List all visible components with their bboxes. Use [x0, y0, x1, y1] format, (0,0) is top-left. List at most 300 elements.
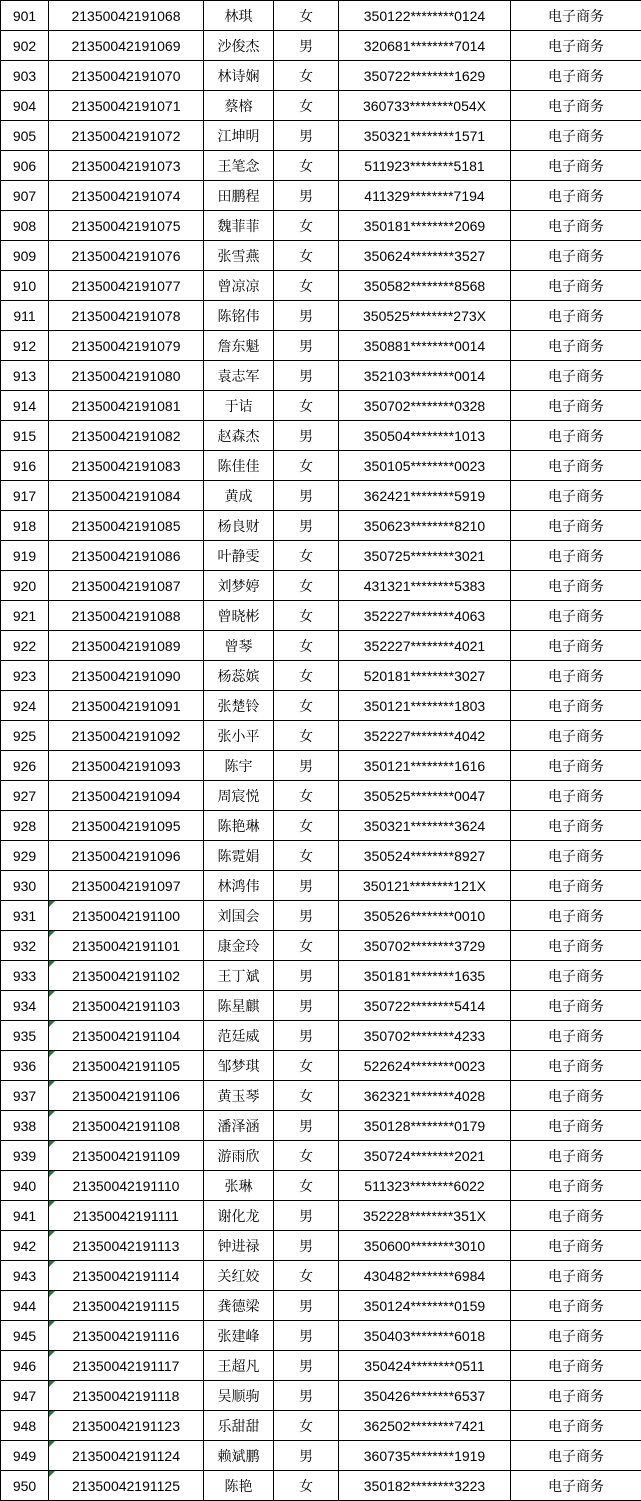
major-cell: 电子商务 — [511, 1201, 641, 1231]
student-id-cell: 21350042191123 — [49, 1411, 204, 1441]
id-card-cell: 362421********5919 — [339, 481, 511, 511]
table-row — [1, 481, 641, 511]
gender-cell: 女 — [274, 1081, 339, 1111]
major-cell: 电子商务 — [511, 1261, 641, 1291]
student-name-cell: 沙俊杰 — [204, 31, 274, 61]
student-name-cell: 曾凉凉 — [204, 271, 274, 301]
table-row — [1, 61, 641, 91]
major-cell: 电子商务 — [511, 1, 641, 31]
student-name-cell: 王丁斌 — [204, 961, 274, 991]
major-cell: 电子商务 — [511, 31, 641, 61]
student-id-cell: 21350042191093 — [49, 751, 204, 781]
student-name-cell: 王超凡 — [204, 1351, 274, 1381]
gender-cell: 女 — [274, 151, 339, 181]
gender-cell: 女 — [274, 61, 339, 91]
student-name-cell: 周宸悦 — [204, 781, 274, 811]
id-card-cell: 350424********0511 — [339, 1351, 511, 1381]
id-card-cell: 350526********0010 — [339, 901, 511, 931]
student-name-cell: 范廷威 — [204, 1021, 274, 1051]
student-name-cell: 黄成 — [204, 481, 274, 511]
id-card-cell: 350128********0179 — [339, 1111, 511, 1141]
gender-cell: 女 — [274, 1141, 339, 1171]
student-name-cell: 黄玉琴 — [204, 1081, 274, 1111]
row-number-cell: 924 — [1, 691, 49, 721]
major-cell: 电子商务 — [511, 931, 641, 961]
gender-cell: 女 — [274, 541, 339, 571]
gender-cell: 男 — [274, 121, 339, 151]
student-id-cell: 21350042191095 — [49, 811, 204, 841]
gender-cell: 男 — [274, 181, 339, 211]
gender-cell: 女 — [274, 1261, 339, 1291]
student-name-cell: 陈宇 — [204, 751, 274, 781]
student-id-cell: 21350042191109 — [49, 1141, 204, 1171]
student-id-cell: 21350042191091 — [49, 691, 204, 721]
student-id-cell: 21350042191115 — [49, 1291, 204, 1321]
student-name-cell: 陈佳佳 — [204, 451, 274, 481]
id-card-cell: 350321********1571 — [339, 121, 511, 151]
id-card-cell: 350321********3624 — [339, 811, 511, 841]
student-name-cell: 陈铭伟 — [204, 301, 274, 331]
major-cell: 电子商务 — [511, 271, 641, 301]
table-row — [1, 391, 641, 421]
student-name-cell: 张琳 — [204, 1171, 274, 1201]
id-card-cell: 350121********121X — [339, 871, 511, 901]
id-card-cell: 350181********2069 — [339, 211, 511, 241]
student-name-cell: 陈艳琳 — [204, 811, 274, 841]
gender-cell: 男 — [274, 1111, 339, 1141]
id-card-cell: 350403********6018 — [339, 1321, 511, 1351]
student-name-cell: 江坤明 — [204, 121, 274, 151]
row-number-cell: 917 — [1, 481, 49, 511]
id-card-cell: 350504********1013 — [339, 421, 511, 451]
gender-cell: 女 — [274, 631, 339, 661]
student-id-cell: 21350042191106 — [49, 1081, 204, 1111]
gender-cell: 男 — [274, 301, 339, 331]
table-row — [1, 571, 641, 601]
student-id-cell: 21350042191090 — [49, 661, 204, 691]
row-number-cell: 921 — [1, 601, 49, 631]
table-row — [1, 841, 641, 871]
gender-cell: 男 — [274, 481, 339, 511]
student-name-cell: 张楚铃 — [204, 691, 274, 721]
major-cell: 电子商务 — [511, 1081, 641, 1111]
row-number-cell: 934 — [1, 991, 49, 1021]
id-card-cell: 350702********4233 — [339, 1021, 511, 1051]
student-id-cell: 21350042191124 — [49, 1441, 204, 1471]
row-number-cell: 904 — [1, 91, 49, 121]
student-id-cell: 21350042191114 — [49, 1261, 204, 1291]
major-cell: 电子商务 — [511, 1471, 641, 1501]
gender-cell: 男 — [274, 1021, 339, 1051]
id-card-cell: 350624********3527 — [339, 241, 511, 271]
id-card-cell: 352227********4021 — [339, 631, 511, 661]
row-number-cell: 942 — [1, 1231, 49, 1261]
student-id-cell: 21350042191108 — [49, 1111, 204, 1141]
major-cell: 电子商务 — [511, 151, 641, 181]
student-name-cell: 龚德梁 — [204, 1291, 274, 1321]
table-row — [1, 1471, 641, 1501]
row-number-cell: 937 — [1, 1081, 49, 1111]
row-number-cell: 946 — [1, 1351, 49, 1381]
id-card-cell: 431321********5383 — [339, 571, 511, 601]
id-card-cell: 350181********1635 — [339, 961, 511, 991]
student-id-cell: 21350042191087 — [49, 571, 204, 601]
student-name-cell: 潘泽涵 — [204, 1111, 274, 1141]
gender-cell: 女 — [274, 781, 339, 811]
id-card-cell: 362502********7421 — [339, 1411, 511, 1441]
student-name-cell: 林鸿伟 — [204, 871, 274, 901]
table-row — [1, 211, 641, 241]
student-id-cell: 21350042191113 — [49, 1231, 204, 1261]
table-row — [1, 241, 641, 271]
student-id-cell: 21350042191118 — [49, 1381, 204, 1411]
gender-cell: 女 — [274, 691, 339, 721]
row-number-cell: 950 — [1, 1471, 49, 1501]
gender-cell: 男 — [274, 751, 339, 781]
student-id-cell: 21350042191074 — [49, 181, 204, 211]
row-number-cell: 935 — [1, 1021, 49, 1051]
row-number-cell: 918 — [1, 511, 49, 541]
id-card-cell: 350124********0159 — [339, 1291, 511, 1321]
student-name-cell: 陈霓娟 — [204, 841, 274, 871]
gender-cell: 男 — [274, 1351, 339, 1381]
row-number-cell: 928 — [1, 811, 49, 841]
id-card-cell: 350525********273X — [339, 301, 511, 331]
row-number-cell: 922 — [1, 631, 49, 661]
id-card-cell: 350600********3010 — [339, 1231, 511, 1261]
major-cell: 电子商务 — [511, 871, 641, 901]
student-id-cell: 21350042191103 — [49, 991, 204, 1021]
student-name-cell: 邹梦琪 — [204, 1051, 274, 1081]
gender-cell: 男 — [274, 961, 339, 991]
student-id-cell: 21350042191069 — [49, 31, 204, 61]
row-number-cell: 925 — [1, 721, 49, 751]
student-id-cell: 21350042191105 — [49, 1051, 204, 1081]
row-number-cell: 945 — [1, 1321, 49, 1351]
table-row — [1, 151, 641, 181]
row-number-cell: 933 — [1, 961, 49, 991]
student-name-cell: 张小平 — [204, 721, 274, 751]
gender-cell: 女 — [274, 811, 339, 841]
table-row — [1, 1381, 641, 1411]
major-cell: 电子商务 — [511, 1141, 641, 1171]
major-cell: 电子商务 — [511, 211, 641, 241]
table-row — [1, 1261, 641, 1291]
id-card-cell: 350722********1629 — [339, 61, 511, 91]
table-row — [1, 1231, 641, 1261]
gender-cell: 女 — [274, 931, 339, 961]
id-card-cell: 511923********5181 — [339, 151, 511, 181]
student-name-cell: 赵森杰 — [204, 421, 274, 451]
row-number-cell: 901 — [1, 1, 49, 31]
gender-cell: 男 — [274, 871, 339, 901]
table-row — [1, 91, 641, 121]
student-name-cell: 陈艳 — [204, 1471, 274, 1501]
student-id-cell: 21350042191078 — [49, 301, 204, 331]
gender-cell: 女 — [274, 391, 339, 421]
student-name-cell: 詹东魁 — [204, 331, 274, 361]
row-number-cell: 915 — [1, 421, 49, 451]
id-card-cell: 350122********0124 — [339, 1, 511, 31]
id-card-cell: 360735********1919 — [339, 1441, 511, 1471]
major-cell: 电子商务 — [511, 1021, 641, 1051]
table-row — [1, 1171, 641, 1201]
student-id-cell: 21350042191111 — [49, 1201, 204, 1231]
gender-cell: 女 — [274, 91, 339, 121]
id-card-cell: 350623********8210 — [339, 511, 511, 541]
gender-cell: 女 — [274, 1171, 339, 1201]
student-id-cell: 21350042191073 — [49, 151, 204, 181]
student-id-cell: 21350042191086 — [49, 541, 204, 571]
student-name-cell: 游雨欣 — [204, 1141, 274, 1171]
student-id-cell: 21350042191076 — [49, 241, 204, 271]
id-card-cell: 352103********0014 — [339, 361, 511, 391]
student-id-cell: 21350042191125 — [49, 1471, 204, 1501]
id-card-cell: 350525********0047 — [339, 781, 511, 811]
student-id-cell: 21350042191092 — [49, 721, 204, 751]
major-cell: 电子商务 — [511, 601, 641, 631]
student-name-cell: 蔡榕 — [204, 91, 274, 121]
major-cell: 电子商务 — [511, 121, 641, 151]
gender-cell: 女 — [274, 1, 339, 31]
id-card-cell: 352227********4042 — [339, 721, 511, 751]
row-number-cell: 943 — [1, 1261, 49, 1291]
student-id-cell: 21350042191089 — [49, 631, 204, 661]
row-number-cell: 941 — [1, 1201, 49, 1231]
major-cell: 电子商务 — [511, 721, 641, 751]
row-number-cell: 948 — [1, 1411, 49, 1441]
student-id-cell: 21350042191070 — [49, 61, 204, 91]
row-number-cell: 910 — [1, 271, 49, 301]
table-row — [1, 1411, 641, 1441]
student-name-cell: 张雪燕 — [204, 241, 274, 271]
row-number-cell: 949 — [1, 1441, 49, 1471]
id-card-cell: 350722********5414 — [339, 991, 511, 1021]
table-row — [1, 541, 641, 571]
gender-cell: 男 — [274, 31, 339, 61]
student-id-cell: 21350042191116 — [49, 1321, 204, 1351]
table-row — [1, 661, 641, 691]
student-name-cell: 林诗娴 — [204, 61, 274, 91]
row-number-cell: 905 — [1, 121, 49, 151]
table-row — [1, 601, 641, 631]
row-number-cell: 940 — [1, 1171, 49, 1201]
table-row — [1, 31, 641, 61]
id-card-cell: 350724********2021 — [339, 1141, 511, 1171]
table-row — [1, 331, 641, 361]
row-number-cell: 947 — [1, 1381, 49, 1411]
row-number-cell: 923 — [1, 661, 49, 691]
student-name-cell: 陈星麒 — [204, 991, 274, 1021]
table-row — [1, 1321, 641, 1351]
student-id-cell: 21350042191077 — [49, 271, 204, 301]
id-card-cell: 350582********8568 — [339, 271, 511, 301]
gender-cell: 女 — [274, 1411, 339, 1441]
table-row — [1, 1141, 641, 1171]
gender-cell: 男 — [274, 1441, 339, 1471]
student-id-cell: 21350042191094 — [49, 781, 204, 811]
student-id-cell: 21350042191101 — [49, 931, 204, 961]
student-name-cell: 吴顺驹 — [204, 1381, 274, 1411]
row-number-cell: 926 — [1, 751, 49, 781]
table-row — [1, 781, 641, 811]
major-cell: 电子商务 — [511, 1231, 641, 1261]
table-row — [1, 1, 641, 31]
major-cell: 电子商务 — [511, 1411, 641, 1441]
id-card-cell: 520181********3027 — [339, 661, 511, 691]
student-id-cell: 21350042191072 — [49, 121, 204, 151]
gender-cell: 男 — [274, 1381, 339, 1411]
roster-body — [1, 1, 641, 1501]
student-id-cell: 21350042191083 — [49, 451, 204, 481]
id-card-cell: 362321********4028 — [339, 1081, 511, 1111]
gender-cell: 男 — [274, 1201, 339, 1231]
id-card-cell: 350182********3223 — [339, 1471, 511, 1501]
major-cell: 电子商务 — [511, 781, 641, 811]
gender-cell: 男 — [274, 1231, 339, 1261]
major-cell: 电子商务 — [511, 301, 641, 331]
student-id-cell: 21350042191079 — [49, 331, 204, 361]
gender-cell: 男 — [274, 511, 339, 541]
id-card-cell: 360733********054X — [339, 91, 511, 121]
row-number-cell: 907 — [1, 181, 49, 211]
table-row — [1, 721, 641, 751]
row-number-cell: 936 — [1, 1051, 49, 1081]
table-row — [1, 421, 641, 451]
table-row — [1, 691, 641, 721]
id-card-cell: 352228********351X — [339, 1201, 511, 1231]
student-name-cell: 林琪 — [204, 1, 274, 31]
row-number-cell: 913 — [1, 361, 49, 391]
major-cell: 电子商务 — [511, 1051, 641, 1081]
major-cell: 电子商务 — [511, 91, 641, 121]
student-id-cell: 21350042191068 — [49, 1, 204, 31]
student-name-cell: 曾琴 — [204, 631, 274, 661]
row-number-cell: 914 — [1, 391, 49, 421]
id-card-cell: 320681********7014 — [339, 31, 511, 61]
table-row — [1, 181, 641, 211]
major-cell: 电子商务 — [511, 181, 641, 211]
id-card-cell: 350105********0023 — [339, 451, 511, 481]
gender-cell: 女 — [274, 721, 339, 751]
student-name-cell: 田鹏程 — [204, 181, 274, 211]
major-cell: 电子商务 — [511, 1291, 641, 1321]
id-card-cell: 350725********3021 — [339, 541, 511, 571]
table-row — [1, 811, 641, 841]
major-cell: 电子商务 — [511, 241, 641, 271]
student-name-cell: 叶静雯 — [204, 541, 274, 571]
id-card-cell: 430482********6984 — [339, 1261, 511, 1291]
student-id-cell: 21350042191082 — [49, 421, 204, 451]
table-row — [1, 991, 641, 1021]
gender-cell: 女 — [274, 571, 339, 601]
table-row — [1, 931, 641, 961]
major-cell: 电子商务 — [511, 901, 641, 931]
student-name-cell: 康金玲 — [204, 931, 274, 961]
major-cell: 电子商务 — [511, 451, 641, 481]
student-name-cell: 魏菲菲 — [204, 211, 274, 241]
student-id-cell: 21350042191080 — [49, 361, 204, 391]
student-name-cell: 曾晓彬 — [204, 601, 274, 631]
major-cell: 电子商务 — [511, 331, 641, 361]
table-row — [1, 1081, 641, 1111]
gender-cell: 男 — [274, 1291, 339, 1321]
major-cell: 电子商务 — [511, 1111, 641, 1141]
table-row — [1, 1291, 641, 1321]
gender-cell: 男 — [274, 361, 339, 391]
student-name-cell: 赖斌鹏 — [204, 1441, 274, 1471]
gender-cell: 女 — [274, 841, 339, 871]
major-cell: 电子商务 — [511, 751, 641, 781]
row-number-cell: 927 — [1, 781, 49, 811]
table-row — [1, 631, 641, 661]
table-row — [1, 1021, 641, 1051]
id-card-cell: 411329********7194 — [339, 181, 511, 211]
row-number-cell: 939 — [1, 1141, 49, 1171]
student-id-cell: 21350042191075 — [49, 211, 204, 241]
gender-cell: 女 — [274, 451, 339, 481]
major-cell: 电子商务 — [511, 511, 641, 541]
gender-cell: 女 — [274, 271, 339, 301]
student-id-cell: 21350042191071 — [49, 91, 204, 121]
gender-cell: 男 — [274, 991, 339, 1021]
student-name-cell: 刘梦婷 — [204, 571, 274, 601]
table-row — [1, 751, 641, 781]
row-number-cell: 903 — [1, 61, 49, 91]
table-row — [1, 361, 641, 391]
row-number-cell: 911 — [1, 301, 49, 331]
major-cell: 电子商务 — [511, 691, 641, 721]
row-number-cell: 931 — [1, 901, 49, 931]
id-card-cell: 350881********0014 — [339, 331, 511, 361]
gender-cell: 男 — [274, 421, 339, 451]
row-number-cell: 944 — [1, 1291, 49, 1321]
row-number-cell: 902 — [1, 31, 49, 61]
row-number-cell: 929 — [1, 841, 49, 871]
major-cell: 电子商务 — [511, 961, 641, 991]
table-row — [1, 451, 641, 481]
student-name-cell: 张建峰 — [204, 1321, 274, 1351]
gender-cell: 女 — [274, 241, 339, 271]
major-cell: 电子商务 — [511, 541, 641, 571]
id-card-cell: 350524********8927 — [339, 841, 511, 871]
table-row — [1, 871, 641, 901]
row-number-cell: 906 — [1, 151, 49, 181]
major-cell: 电子商务 — [511, 1321, 641, 1351]
table-row — [1, 1051, 641, 1081]
table-row — [1, 271, 641, 301]
major-cell: 电子商务 — [511, 1441, 641, 1471]
student-id-cell: 21350042191096 — [49, 841, 204, 871]
student-name-cell: 乐甜甜 — [204, 1411, 274, 1441]
id-card-cell: 350121********1803 — [339, 691, 511, 721]
table-row — [1, 1441, 641, 1471]
id-card-cell: 350702********3729 — [339, 931, 511, 961]
row-number-cell: 919 — [1, 541, 49, 571]
major-cell: 电子商务 — [511, 421, 641, 451]
id-card-cell: 522624********0023 — [339, 1051, 511, 1081]
major-cell: 电子商务 — [511, 61, 641, 91]
student-id-cell: 21350042191110 — [49, 1171, 204, 1201]
row-number-cell: 912 — [1, 331, 49, 361]
table-row — [1, 301, 641, 331]
table-row — [1, 1111, 641, 1141]
id-card-cell: 350426********6537 — [339, 1381, 511, 1411]
student-name-cell: 于诘 — [204, 391, 274, 421]
major-cell: 电子商务 — [511, 1381, 641, 1411]
table-row — [1, 901, 641, 931]
gender-cell: 男 — [274, 331, 339, 361]
